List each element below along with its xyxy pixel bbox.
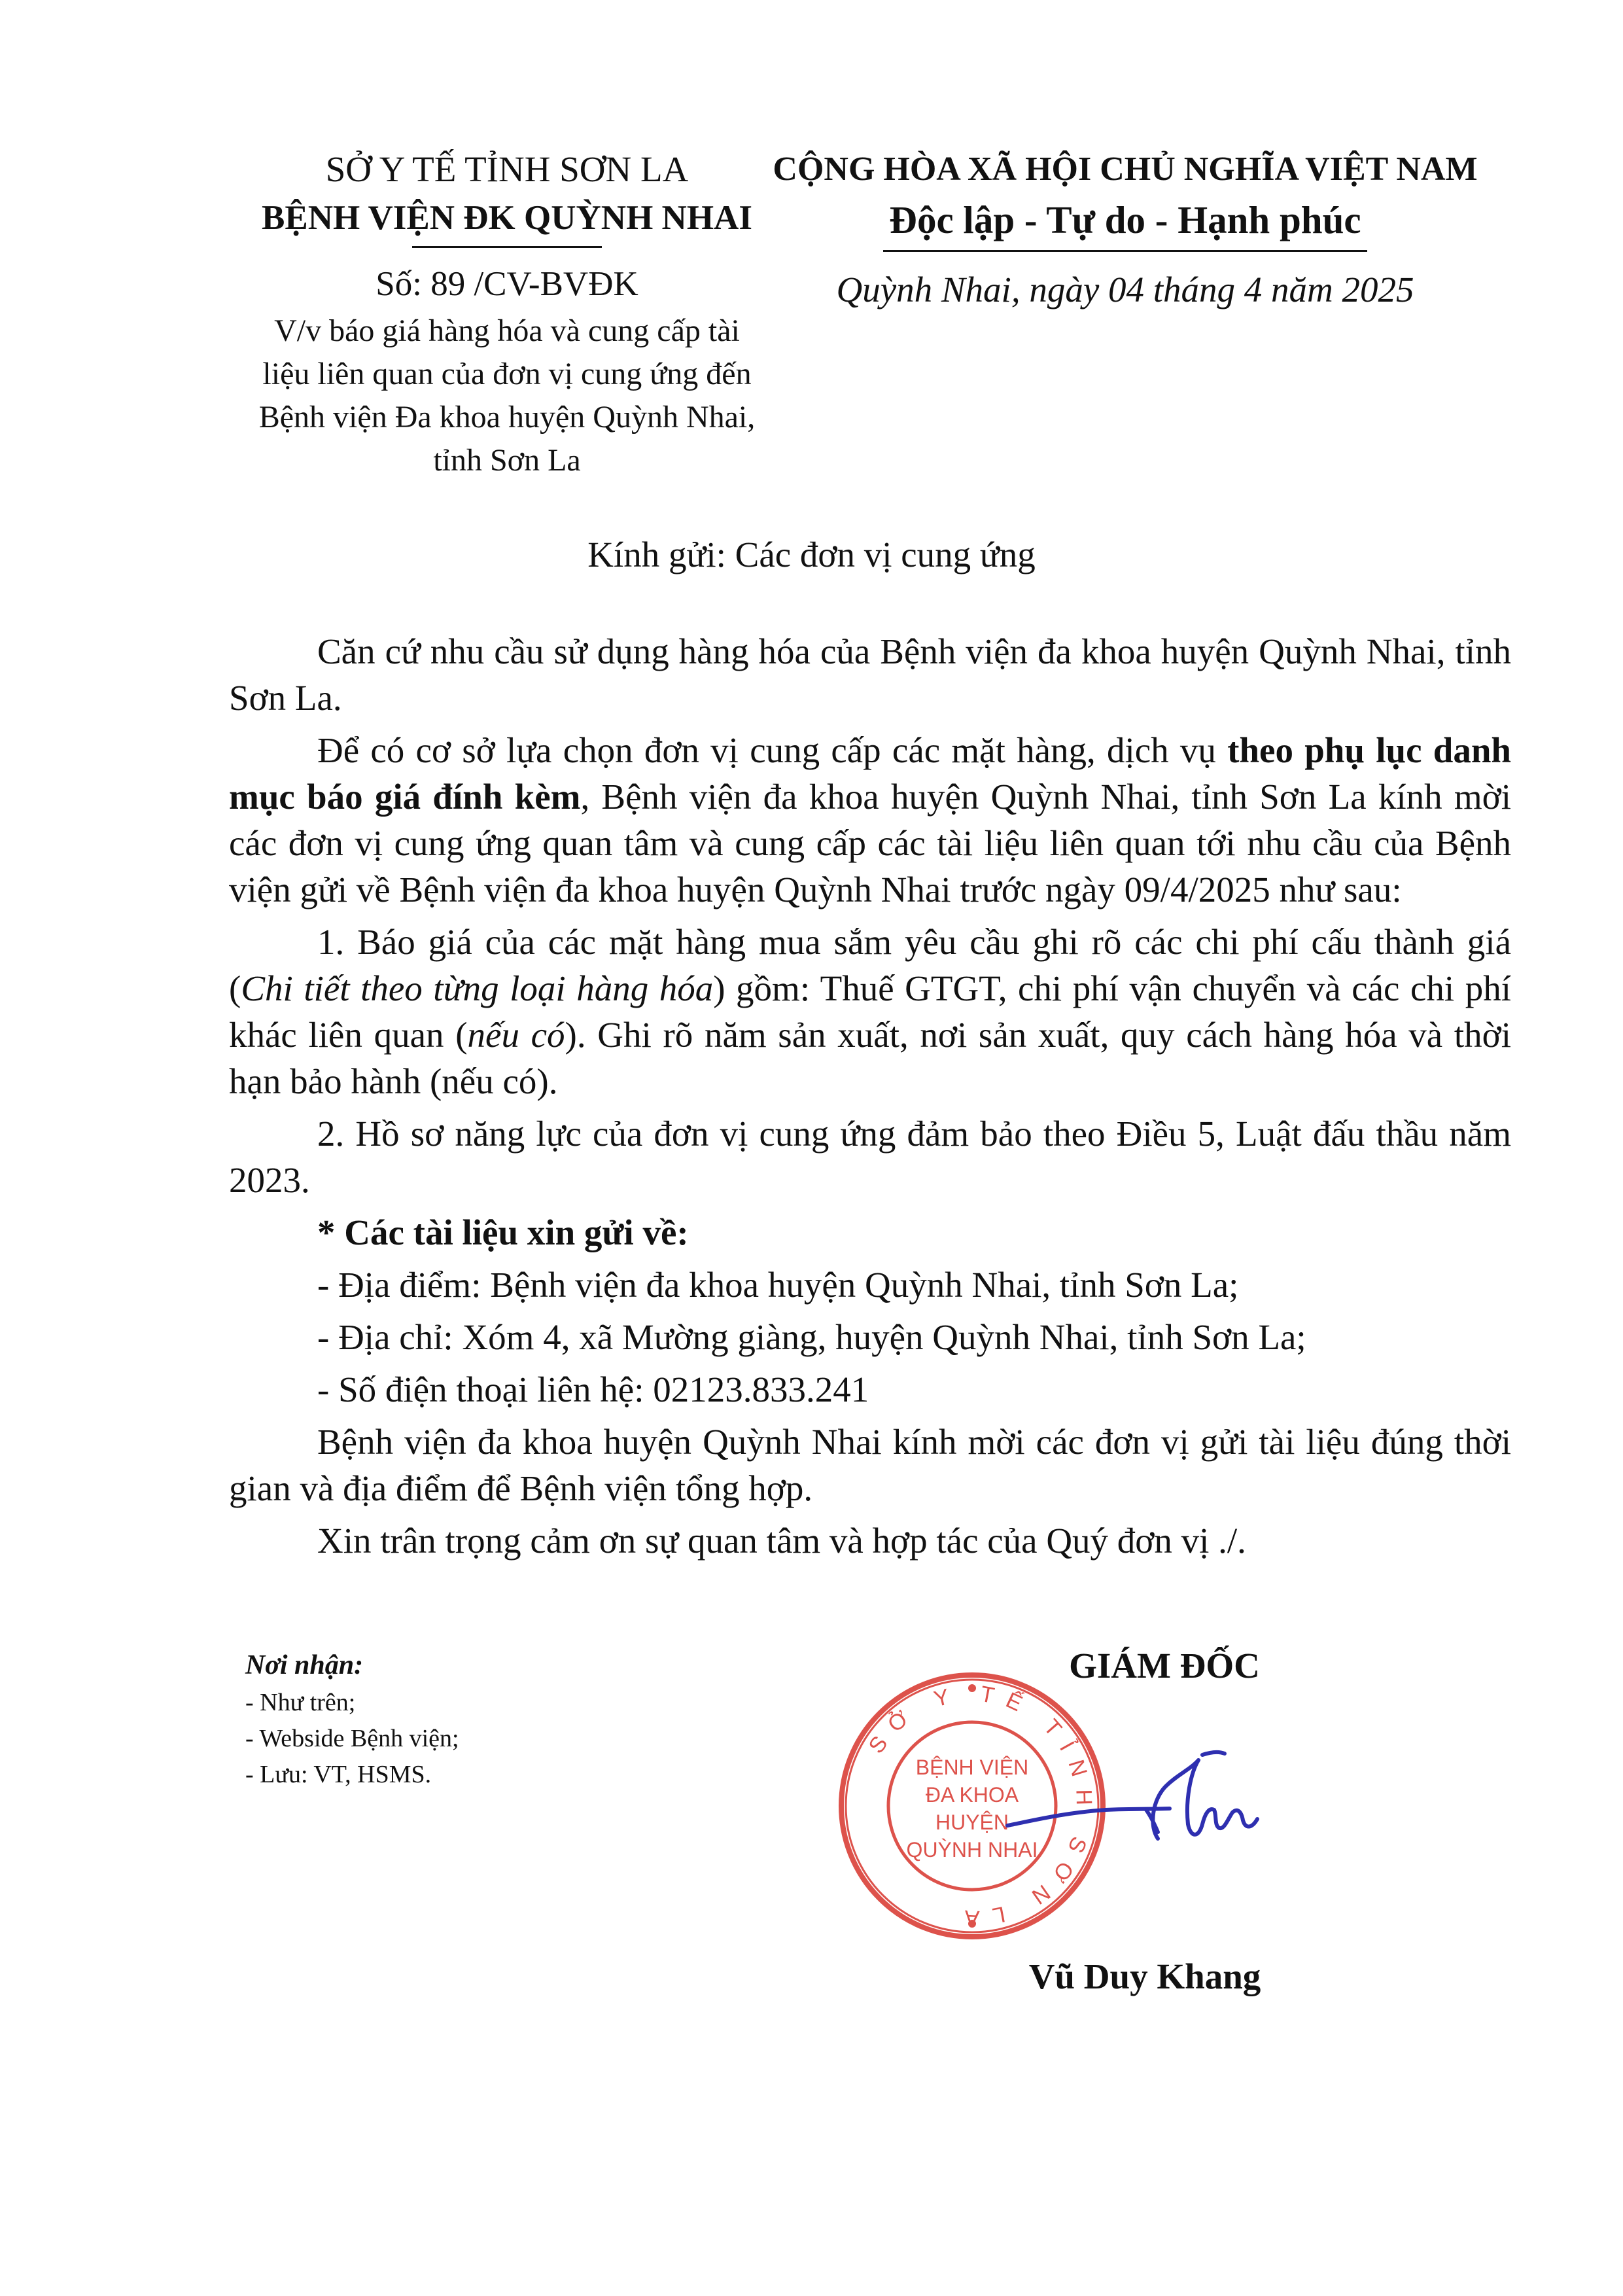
item1-text-b: ) gồm: Thuế GTGT, chi phí vận chuyển và các chi phí khác liên quan ( [229, 968, 1511, 1055]
svg-text:SỞ Y TẾ TỈNH SƠN LA: SỞ Y TẾ TỈNH SƠN LA [864, 1681, 1097, 1931]
closing-thanks: Xin trân trọng cảm ơn sự quan tâm và hợp tác của Quý đơn vị ./. [317, 1521, 1246, 1561]
issuing-unit: BỆNH VIỆN ĐK QUỲNH NHAI [262, 199, 752, 237]
item1-text-c: ). Ghi rõ năm sản xuất, nơi sản xuất, quy cách hàng hóa và thời hạn bảo hành (nếu có). [229, 1015, 1511, 1101]
national-motto: Độc lập - Tự do - Hạnh phúc [889, 198, 1361, 241]
subject-line: V/v báo giá hàng hóa và cung cấp tài [274, 313, 740, 348]
documents-heading: * Các tài liệu xin gửi về: [317, 1212, 689, 1252]
signature-block [772, 1616, 1478, 2035]
national-title: CỘNG HÒA XÃ HỘI CHỦ NGHĨA VIỆT NAM [773, 150, 1478, 188]
requirement-item-1 [229, 919, 1511, 1104]
recipient-item: - Như trên; [245, 1689, 356, 1716]
document-number-value: 89 [430, 265, 466, 303]
svg-text:ĐA KHOA: ĐA KHOA [925, 1783, 1019, 1807]
document-number-label: Số: [375, 265, 422, 303]
place-and-date: Quỳnh Nhai, ngày 04 tháng 4 năm 2025 [836, 270, 1414, 309]
item1-text-a: 1. Báo giá của các mặt hàng mua sắm yêu cầu ghi rõ các chi phí cấu thành giá ( [229, 922, 1511, 1008]
recipient-item: - Lưu: VT, HSMS. [245, 1761, 432, 1788]
contact-address: - Địa chỉ: Xóm 4, xã Mường giàng, huyện Quỳnh Nhai, tỉnh Sơn La; [317, 1317, 1306, 1357]
paragraph-request [229, 727, 1511, 913]
subject-line: tỉnh Sơn La [433, 443, 581, 478]
recipient-item: - Webside Bệnh viện; [245, 1725, 459, 1752]
document-number [196, 261, 818, 307]
svg-text:QUỲNH NHAI: QUỲNH NHAI [906, 1838, 1038, 1862]
paragraph-basis: Căn cứ nhu cầu sử dụng hàng hóa của Bệnh viện đa khoa huyện Quỳnh Nhai, tỉnh Sơn La. [229, 631, 1511, 718]
closing-invitation: Bệnh viện đa khoa huyện Quỳnh Nhai kính mời các đơn vị gửi tài liệu đúng thời gian và địa điểm để Bệnh viện tổng hợp. [229, 1422, 1511, 1508]
handwritten-signature-icon [994, 1747, 1269, 1852]
recipients-title: Nơi nhận: [245, 1650, 364, 1680]
item1-italic-b: nếu có [467, 1015, 565, 1055]
requirement-item-2: 2. Hồ sơ năng lực của đơn vị cung ứng đảm bảo theo Điều 5, Luật đấu thầu năm 2023. [229, 1114, 1511, 1200]
header-right-rule [883, 250, 1367, 252]
contact-location: - Địa điểm: Bệnh viện đa khoa huyện Quỳnh Nhai, tỉnh Sơn La; [317, 1265, 1239, 1305]
signer-name: Vũ Duy Khang [1028, 1956, 1261, 1996]
svg-text:HUYỆN: HUYỆN [935, 1810, 1009, 1834]
letter-body [229, 628, 1511, 1570]
header-right [772, 145, 1478, 313]
subject-line: liệu liên quan của đơn vị cung ứng đến [262, 357, 752, 391]
paragraph-request-text: Để có cơ sở lựa chọn đơn vị cung cấp các mặt hàng, dịch vụ [317, 730, 1228, 770]
paragraph-request-text-end: , Bệnh viện đa khoa huyện Quỳnh Nhai, tỉnh Sơn La kính mời các đơn vị cung ứng quan tâm và cung cấp các tài liệu liên quan tới nhu cầu của Bệnh viện gửi về Bệnh viện đa khoa huyện Quỳnh Nhai trước ngày 09/4/2025 như sau: [229, 777, 1511, 910]
recipients-block [245, 1646, 703, 1793]
document-subject [236, 309, 778, 482]
header-left [196, 145, 818, 482]
contact-phone: - Số điện thoại liên hệ: 02123.833.241 [317, 1369, 869, 1409]
item1-italic-a: Chi tiết theo từng loại hàng hóa [241, 968, 714, 1008]
document-number-suffix: /CV-BVĐK [474, 265, 638, 303]
paragraph-request-bold: theo phụ lục danh mục báo giá đính kèm [229, 730, 1511, 817]
signer-title: GIÁM ĐỐC [1069, 1646, 1260, 1686]
subject-line: Bệnh viện Đa khoa huyện Quỳnh Nhai, [258, 400, 756, 434]
salutation: Kính gửi: Các đơn vị cung ứng [587, 535, 1036, 574]
svg-text:BỆNH VIỆN: BỆNH VIỆN [915, 1756, 1029, 1779]
header-left-rule [412, 246, 602, 248]
issuing-authority: SỞ Y TẾ TỈNH SƠN LA [325, 149, 689, 189]
